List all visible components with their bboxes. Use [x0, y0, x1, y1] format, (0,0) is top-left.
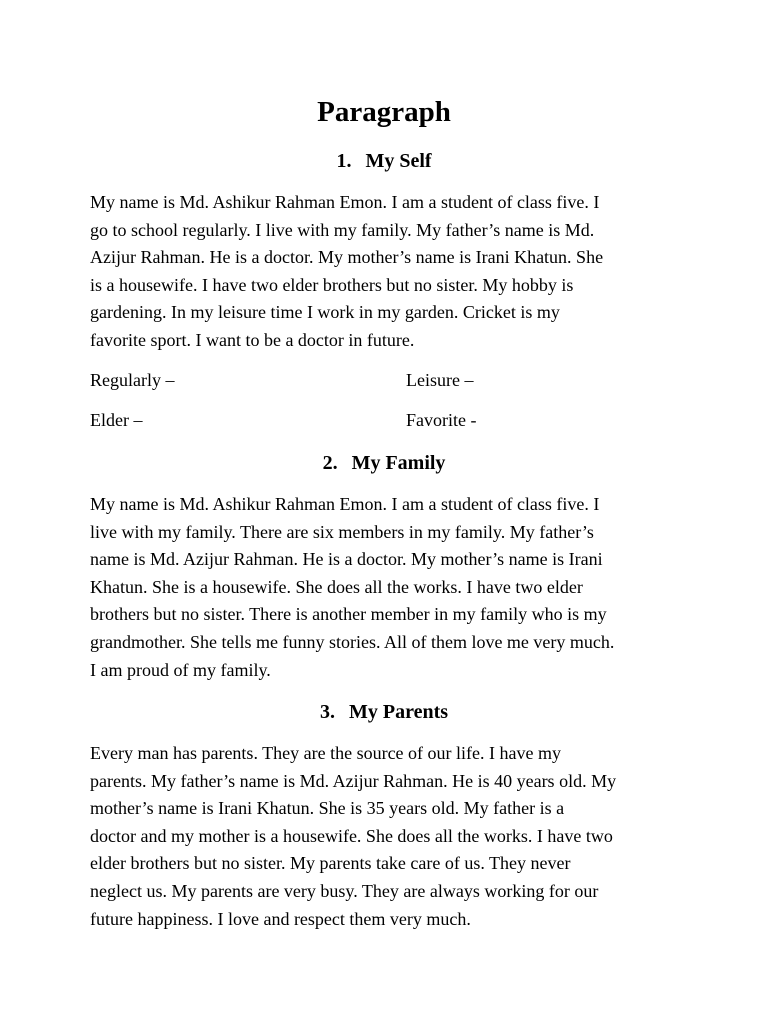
section-number: 2. — [322, 452, 338, 474]
paragraph-my-family — [90, 491, 690, 684]
paragraph-line: name is Md. Azijur Rahman. He is a doctor. My mother’s name is Irani — [90, 549, 603, 570]
section-heading-my-parents — [0, 699, 768, 725]
paragraph-line: parents. My father’s name is Md. Azijur Rahman. He is 40 years old. My — [90, 770, 617, 791]
paragraph-my-parents — [90, 740, 690, 933]
section-number: 3. — [319, 701, 335, 723]
paragraph-line: Azijur Rahman. He is a doctor. My mother’s name is Irani Khatun. She — [90, 247, 604, 268]
section-number: 1. — [336, 150, 352, 172]
paragraph-line: grandmother. She tells me funny stories. All of them love me very much. — [90, 631, 615, 652]
paragraph-line: neglect us. My parents are very busy. They are always working for our — [90, 880, 599, 901]
paragraph-line: My name is Md. Ashikur Rahman Emon. I am a student of class five. I — [90, 192, 600, 212]
section-title: My Family — [351, 452, 446, 474]
paragraph-line: Every man has parents. They are the source of our life. I have my — [90, 743, 561, 763]
paragraph-line: is a housewife. I have two elder brothers but no sister. My hobby is — [90, 274, 574, 295]
section-title: My Self — [365, 150, 432, 172]
paragraph-line: brothers but no sister. There is another member in my family who is my — [90, 604, 607, 625]
paragraph-line: future happiness. I love and respect them very much. — [90, 908, 471, 929]
paragraph-line: elder brothers but no sister. My parents take care of us. They never — [90, 853, 571, 874]
paragraph-line: mother’s name is Irani Khatun. She is 35 years old. My father is a — [90, 798, 565, 819]
paragraph-line: Khatun. She is a housewife. She does all the works. I have two elder — [90, 576, 583, 597]
paragraph-line: gardening. In my leisure time I work in my garden. Cricket is my — [90, 302, 560, 323]
section-title: My Parents — [348, 701, 449, 723]
vocabulary-word: Leisure – — [406, 370, 474, 390]
paragraph-line: I am proud of my family. — [90, 659, 271, 680]
paragraph-line: doctor and my mother is a housewife. She does all the works. I have two — [90, 825, 613, 846]
paragraph-line: go to school regularly. I live with my family. My father’s name is Md. — [90, 219, 595, 240]
section-heading-my-family — [0, 450, 768, 476]
vocabulary-word: Elder – — [90, 410, 143, 430]
vocabulary-word: Regularly – — [90, 370, 175, 390]
paragraph-line: live with my family. There are six members in my family. My father’s — [90, 521, 594, 542]
section-heading-my-self — [0, 148, 768, 174]
paragraph-my-self — [90, 189, 690, 355]
vocabulary-word: Favorite - — [406, 410, 477, 430]
paragraph-line: My name is Md. Ashikur Rahman Emon. I am a student of class five. I — [90, 494, 600, 514]
document-title: Paragraph — [317, 96, 451, 128]
paragraph-line: favorite sport. I want to be a doctor in future. — [90, 329, 415, 350]
